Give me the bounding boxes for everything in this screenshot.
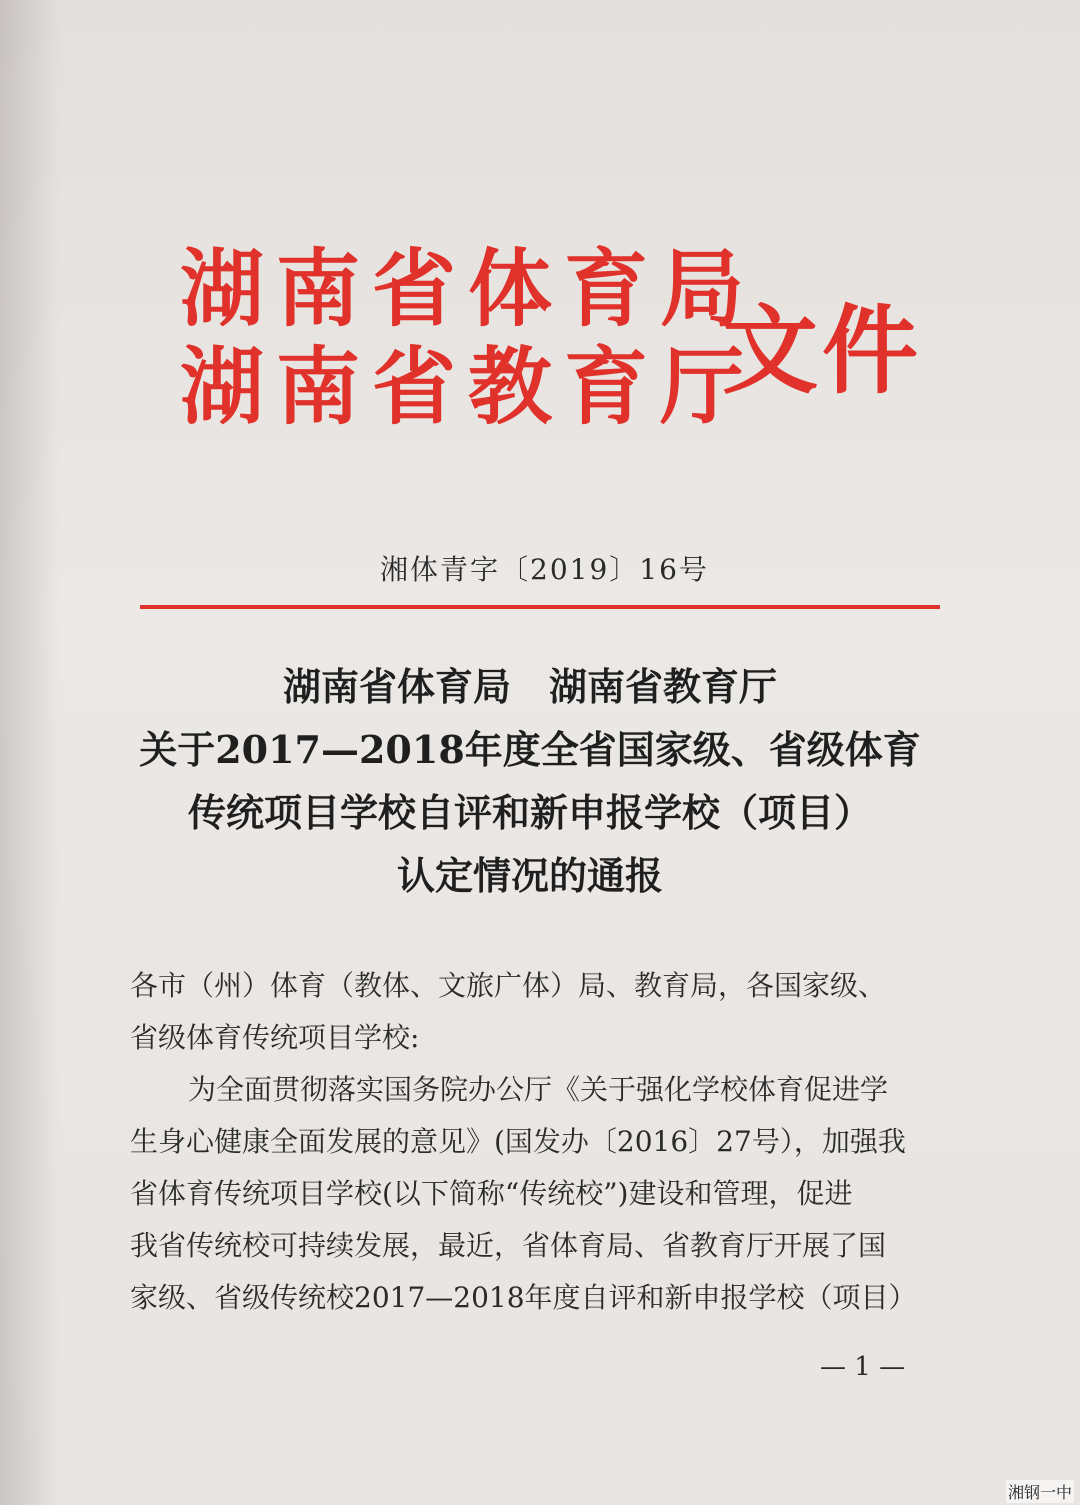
document-body — [130, 960, 930, 1324]
title-line: 传统项目学校自评和新申报学校（项目） — [187, 790, 872, 835]
document-number: 湘体青字〔2019〕16号 — [380, 553, 709, 586]
body-paragraph-line: 生身心健康全面发展的意见》(国发办〔2016〕27号），加强我 — [130, 1125, 906, 1158]
title-line: 湖南省体育局 湖南省教育厅 — [282, 664, 777, 709]
title-line: 认定情况的通报 — [396, 853, 663, 898]
page-shadow — [0, 0, 60, 1505]
body-paragraph-line: 家级、省级传统校2017—2018年度自评和新申报学校（项目） — [130, 1281, 917, 1314]
document-title — [110, 655, 950, 907]
source-watermark: 湘钢一中 — [1006, 1480, 1074, 1503]
issuing-organizations — [180, 240, 756, 436]
salutation-line: 省级体育传统项目学校: — [130, 1021, 420, 1054]
org-sports-bureau: 湖南省体育局 — [180, 239, 757, 338]
red-divider-line — [140, 605, 940, 609]
body-paragraph-line: 为全面贯彻落实国务院办公厅《关于强化学校体育促进学 — [188, 1073, 889, 1106]
page-number: — 1 — — [820, 1352, 906, 1382]
salutation-line: 各市（州）体育（教体、文旅广体）局、教育局，各国家级、 — [130, 969, 887, 1002]
title-line: 关于2017—2018年度全省国家级、省级体育 — [139, 727, 921, 772]
document-type-label: 文件 — [722, 294, 922, 407]
body-paragraph-line: 我省传统校可持续发展，最近，省体育局、省教育厅开展了国 — [130, 1229, 887, 1262]
org-education-department: 湖南省教育厅 — [180, 337, 757, 436]
body-paragraph-line: 省体育传统项目学校(以下简称“传统校”)建设和管理，促进 — [130, 1177, 853, 1210]
